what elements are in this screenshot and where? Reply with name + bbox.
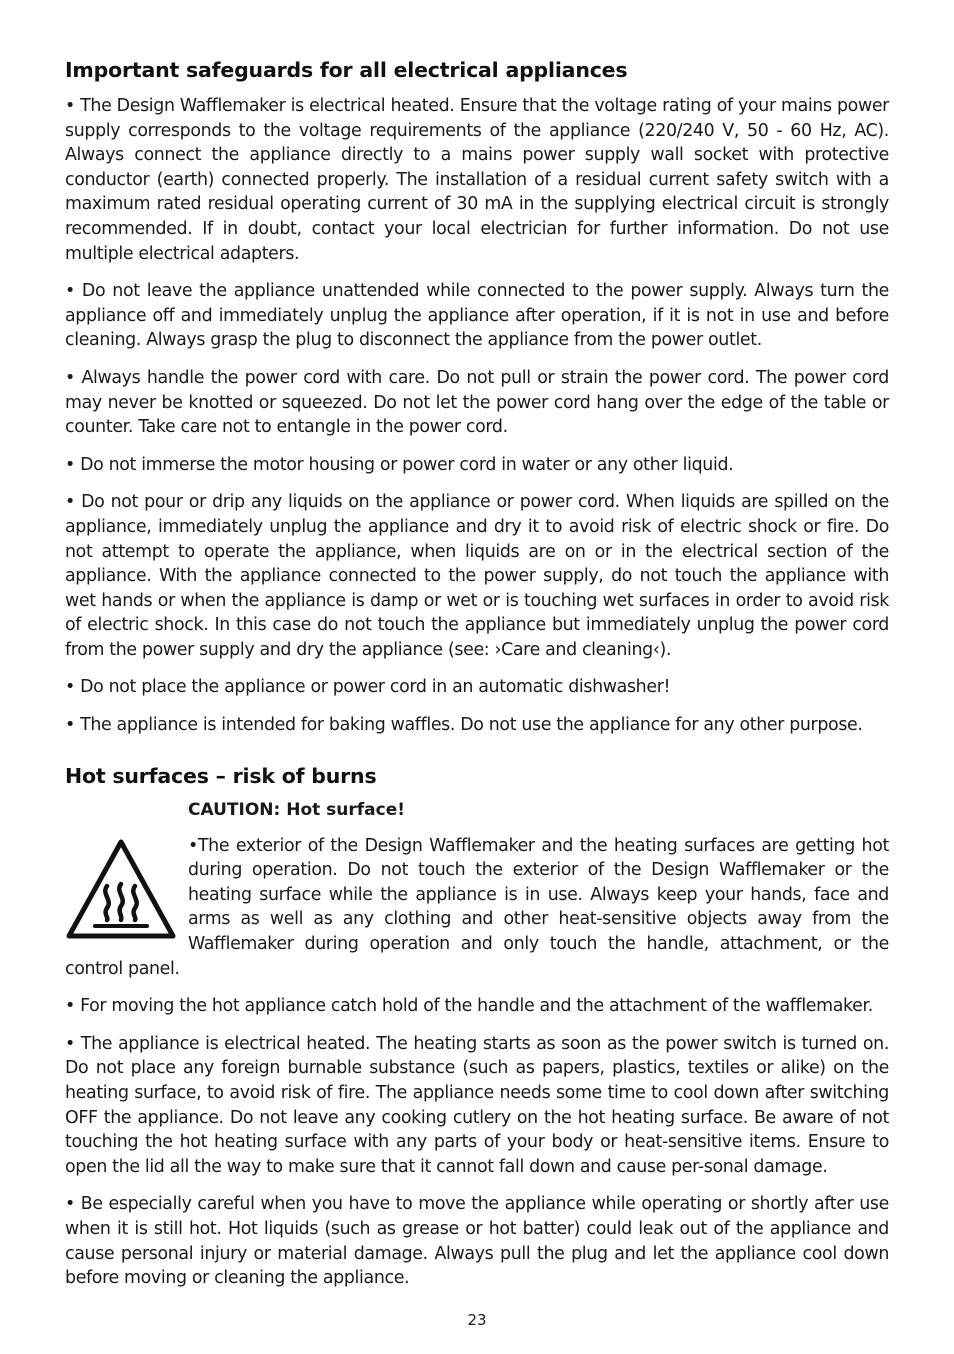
paragraph: • Do not place the appliance or power cord in an automatic dishwasher! [65, 677, 671, 698]
paragraph: • Be especially careful when you have to move the appliance while operating or shortly after use when it is still hot. Hot liquids (such as grease or hot batter) could leak out of the appliance and cause personal injury or material damage. Always pull the plug and let the appliance cool down before moving or cleaning the appliance. [65, 1194, 889, 1289]
caution-text: •The exterior of the Design Wafflemaker and the heating surfaces are getting hot during operation. Do not touch the exterior of the Design Wafflemaker or the heating surface while the appliance is in use. Always keep your hands, face and arms as well as any clothing and other heat-sensitive objects away from the Wafflemaker during operation and only touch the handle, attachment, or the control panel. [65, 835, 889, 979]
caution-block [65, 800, 889, 982]
section-title-hot-surfaces: Hot surfaces – risk of burns [65, 763, 377, 788]
page-number: 23 [467, 1311, 487, 1329]
paragraph: • Always handle the power cord with care. Do not pull or strain the power cord. The power cord may never be knotted or squeezed. Do not let the power cord hang over the edge of the table or counter. Take care not to entangle in the power cord. [65, 367, 889, 438]
page-content [65, 58, 889, 1304]
paragraph: • The Design Wafflemaker is electrical heated. Ensure that the voltage rating of your mains power supply corresponds to the voltage requirements of the appliance (220/240 V, 50 - 60 Hz, AC). Always connect the appliance directly to a mains power supply wall socket with protective conductor (earth) connected properly. The installation of a residual current safety switch with a maximum rated residual operating current of 30 mA in the supplying electrical circuit is strongly recommended. If in doubt, contact your local electrician for further information. Do not use multiple electrical adapters. [65, 96, 889, 264]
section-title-safeguards: Important safeguards for all electrical appliances [65, 58, 628, 82]
paragraph: • For moving the hot appliance catch hold of the handle and the attachment of the wafflemaker. [65, 996, 873, 1017]
paragraph: • Do not immerse the motor housing or power cord in water or any other liquid. [65, 454, 734, 475]
paragraph: • Do not leave the appliance unattended while connected to the power supply. Always turn the appliance off and immediately unplug the appliance after operation, if it is not in use and before cleaning. Always grasp the plug to disconnect the appliance from the power outlet. [65, 281, 889, 351]
paragraph: • The appliance is intended for baking waffles. Do not use the appliance for any other purpose. [65, 715, 863, 736]
hot-surface-warning-icon [65, 838, 177, 942]
paragraph: • The appliance is electrical heated. The heating starts as soon as the power switch is turned on. Do not place any foreign burnable substance (such as papers, plastics, textiles or alike) on the heating surface, to avoid risk of fire. The appliance needs some time to cool down after switching OFF the appliance. Do not leave any cooking cutlery on the hot heating surface. Be aware of not touching the hot heating surface with any parts of your body or heat-sensitive items. Ensure to open the lid all the way to make sure that it cannot fall down and cause per-sonal damage. [65, 1033, 889, 1177]
paragraph: • Do not pour or drip any liquids on the appliance or power cord. When liquids are spilled on the appliance, immediately unplug the appliance and dry it to avoid risk of electric shock or fire. Do not attempt to operate the appliance, when liquids are on or in the electrical section of the appliance. With the appliance connected to the power supply, do not touch the appliance with wet hands or when the appliance is damp or wet or is touching wet surfaces in order to avoid risk of electric shock. In this case do not touch the appliance but immediately unplug the power cord from the power supply and dry the appliance (see: ›Care and cleaning‹). [65, 492, 889, 660]
caution-title: CAUTION: Hot surface! [188, 799, 406, 820]
